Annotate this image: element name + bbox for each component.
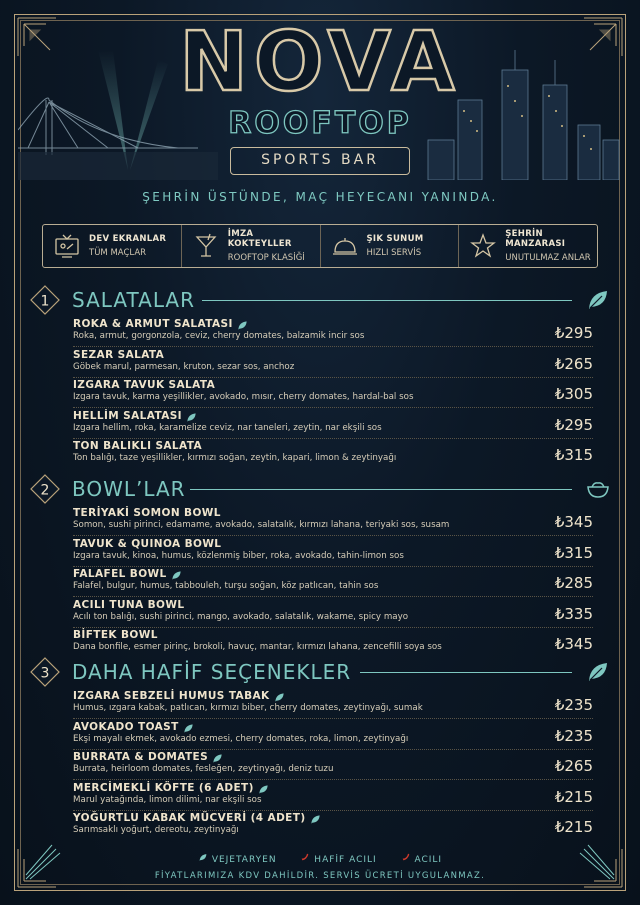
brand-logo-nova: NOVA (179, 15, 461, 110)
menu-item (73, 568, 593, 598)
item-name-text: ACILI TUNA BOWL (73, 598, 185, 611)
menu-item (73, 721, 593, 751)
feature-subtitle: UNUTULMAZ ANLAR (505, 253, 591, 263)
svg-text:1: 1 (40, 293, 50, 310)
item-separator (73, 627, 593, 628)
tagline: ŞEHRİN ÜSTÜNDE, MAÇ HEYECANI YANINDA. (142, 190, 498, 204)
item-name-text: IZGARA TAVUK SALATA (73, 379, 216, 391)
item-separator (73, 566, 593, 567)
item-price: ₺315 (554, 543, 593, 562)
item-price: ₺285 (554, 574, 593, 592)
item-description: Burrata, heirloom domates, fesleğen, zeytinyağı, deniz tuzu (73, 764, 334, 774)
menu-item (73, 538, 593, 568)
cocktail-icon (192, 232, 220, 260)
feature-big-screens (43, 225, 182, 267)
chili-icon (401, 852, 411, 862)
vegetarian-leaf-icon (237, 320, 248, 328)
menu-item (73, 410, 593, 440)
menu-item (73, 782, 593, 812)
item-price: ₺295 (554, 415, 593, 434)
feature-subtitle: ROOFTOP KLASİĞİ (227, 253, 305, 263)
bowl-icon (586, 477, 610, 501)
item-separator (73, 377, 593, 378)
item-separator (73, 749, 593, 750)
feature-title: ŞEHRİN MANZARASI (505, 229, 566, 249)
item-description: Dana bonfile, esmer pirinç, brokoli, havuç, mantar, kırmızı lahana, zencefilli soya sos (73, 642, 442, 652)
item-name (73, 690, 593, 702)
item-description: Falafel, bulgur, humus, tabbouleh, turşu soğan, köz patlıcan, tahin sos (73, 581, 379, 591)
section-divider (360, 672, 572, 673)
menu-item (73, 812, 593, 842)
item-price: ₺335 (554, 604, 593, 623)
item-name (73, 379, 593, 391)
item-name (73, 410, 593, 422)
item-name (73, 440, 593, 452)
item-name-text: BURRATA & DOMATES (73, 751, 209, 763)
item-description: Roka, armut, gorgonzola, ceviz, cherry domates, balzamik incir sos (73, 331, 365, 341)
legend-vegetarian (198, 855, 277, 865)
section-bowls-header (30, 474, 610, 504)
feature-cocktails (182, 225, 321, 267)
item-name (73, 599, 593, 611)
item-description: Göbek marul, parmesan, kruton, sezar sos, anchoz (73, 361, 295, 372)
item-name (73, 507, 593, 519)
vegetarian-leaf-icon (186, 412, 197, 420)
section-salads-header (30, 285, 610, 315)
features-bar (42, 224, 598, 268)
legend (0, 852, 640, 865)
svg-text:2: 2 (40, 482, 50, 499)
item-name (73, 349, 593, 361)
item-name-text: AVOKADO TOAST (73, 720, 179, 733)
item-price: ₺345 (554, 635, 593, 653)
item-separator (73, 438, 593, 439)
legend-label: HAFİF ACILI (314, 855, 377, 865)
item-price: ₺265 (554, 354, 593, 373)
chili-icon (300, 852, 310, 862)
item-description: Izgara tavuk, kinoa, humus, közlenmiş biber, roka, avokado, tahin-limon sos (73, 550, 404, 561)
item-name (73, 538, 593, 550)
item-name-text: IZGARA SEBZELİ HUMUS TABAK (73, 690, 270, 702)
item-description: Sarımsaklı yoğurt, dereotu, zeytinyağı (73, 825, 239, 835)
menu-item (73, 690, 593, 720)
item-price: ₺295 (554, 324, 593, 342)
vegetarian-leaf-icon (258, 784, 269, 792)
item-name-text: TON BALIKLI SALATA (73, 440, 203, 452)
vegetarian-leaf-icon (274, 692, 285, 700)
item-description: Humus, ızgara kabak, patlıcan, kırmızı biber, cherry domates, zeytinyağı, sumak (73, 703, 423, 713)
vegetarian-leaf-icon (212, 753, 223, 761)
item-description: Marul yatağında, limon dilimi, nar ekşili sos (73, 794, 262, 805)
section-divider (202, 300, 572, 301)
item-separator (73, 346, 593, 347)
item-price: ₺215 (554, 787, 593, 806)
feature-city-view (459, 225, 597, 267)
item-description: Ekşi mayalı ekmek, avokado ezmesi, cherry domates, roka, limon, zeytinyağı (73, 733, 409, 744)
feature-subtitle: TÜM MAÇLAR (89, 248, 147, 258)
menu-item (73, 751, 593, 781)
section-title: DAHA HAFİF SEÇENEKLER (72, 660, 352, 684)
section-title: BOWL’LAR (72, 477, 186, 501)
menu-item (73, 318, 593, 348)
leaf-icon (198, 853, 208, 862)
star-icon (469, 232, 497, 260)
menu-item (73, 507, 593, 537)
item-name-text: HELLİM SALATASI (73, 409, 182, 422)
item-description: Izgara tavuk, karma yeşillikler, avokado, mısır, cherry domates, hardal-bal sos (73, 392, 414, 402)
vegetarian-leaf-icon (183, 723, 194, 731)
section-number-badge (30, 285, 60, 315)
item-name-text: BİFTEK BOWL (73, 629, 158, 641)
item-price: ₺265 (554, 757, 593, 775)
item-name (73, 721, 593, 733)
menu-item (73, 599, 593, 629)
item-price: ₺215 (554, 818, 593, 836)
item-price: ₺315 (554, 446, 593, 464)
cloche-icon (331, 232, 359, 260)
tv-icon (53, 232, 81, 260)
legend-spicy (401, 855, 442, 865)
section-number-badge (30, 474, 60, 504)
menu-item (73, 440, 593, 470)
section-light-options-header (30, 657, 610, 687)
feature-title: DEV EKRANLAR (89, 234, 167, 244)
svg-text:3: 3 (40, 665, 50, 682)
item-name-text: TERİYAKİ SOMON BOWL (73, 507, 221, 519)
item-description: Somon, sushi pirinci, edamame, avokado, salatalık, kırmızı lahana, teriyaki sos, susam (73, 520, 450, 530)
leaf-icon (586, 660, 610, 684)
section-divider (190, 489, 572, 490)
menu-item (73, 379, 593, 409)
item-name-text: SEZAR SALATA (73, 348, 165, 361)
item-name (73, 629, 593, 641)
item-description: Acılı ton balığı, sushi pirinci, mango, avokado, salatalık, wakame, spicy mayo (73, 611, 409, 622)
leaf-icon (586, 288, 610, 312)
item-price: ₺235 (554, 726, 593, 745)
item-name (73, 812, 593, 824)
feature-subtitle: HIZLI SERVİS (366, 248, 422, 258)
item-description: Izgara hellim, roka, karamelize ceviz, nar taneleri, zeytin, nar ekşili sos (73, 422, 382, 433)
item-separator (73, 407, 593, 408)
item-price: ₺345 (554, 513, 593, 531)
item-name-text: ROKA & ARMUT SALATASI (73, 318, 233, 330)
legend-label: ACILI (414, 855, 443, 865)
feature-title: İMZA KOKTEYLLER (227, 229, 292, 249)
footer-note: FİYATLARIMIZA KDV DAHİLDİR. SERVİS ÜCRETİ UYGULANMAZ. (154, 871, 486, 881)
sports-bar-badge: SPORTS BAR (230, 147, 410, 175)
item-name (73, 751, 593, 763)
brand-logo-rooftop: ROOFTOP (228, 106, 412, 141)
legend-label: VEJETARYEN (211, 855, 277, 865)
item-name-text: YOĞURTLU KABAK MÜCVERİ (4 ADET) (73, 812, 306, 824)
vegetarian-leaf-icon (310, 814, 321, 822)
item-name-text: FALAFEL BOWL (73, 568, 167, 580)
item-name (73, 568, 593, 580)
section-title: SALATALAR (72, 288, 196, 312)
item-separator (73, 596, 593, 597)
item-name (73, 782, 593, 794)
item-description: Ton balığı, taze yeşillikler, kırmızı soğan, zeytin, kapari, limon & zeytinyağı (73, 453, 397, 463)
item-name-text: MERCİMEKLİ KÖFTE (6 ADET) (73, 781, 254, 794)
item-name (73, 318, 593, 330)
feature-title: ŞIK SUNUM (366, 234, 424, 244)
item-separator (73, 718, 593, 719)
section-number-badge (30, 657, 60, 687)
vegetarian-leaf-icon (171, 570, 182, 578)
legend-mild-spicy (300, 855, 376, 865)
menu-item (73, 629, 593, 659)
item-separator (73, 535, 593, 536)
menu-item (73, 349, 593, 379)
item-price: ₺235 (554, 696, 593, 714)
item-separator (73, 779, 593, 780)
item-price: ₺305 (554, 385, 593, 403)
item-separator (73, 810, 593, 811)
item-name-text: TAVUK & QUINOA BOWL (73, 537, 222, 550)
feature-presentation (321, 225, 460, 267)
